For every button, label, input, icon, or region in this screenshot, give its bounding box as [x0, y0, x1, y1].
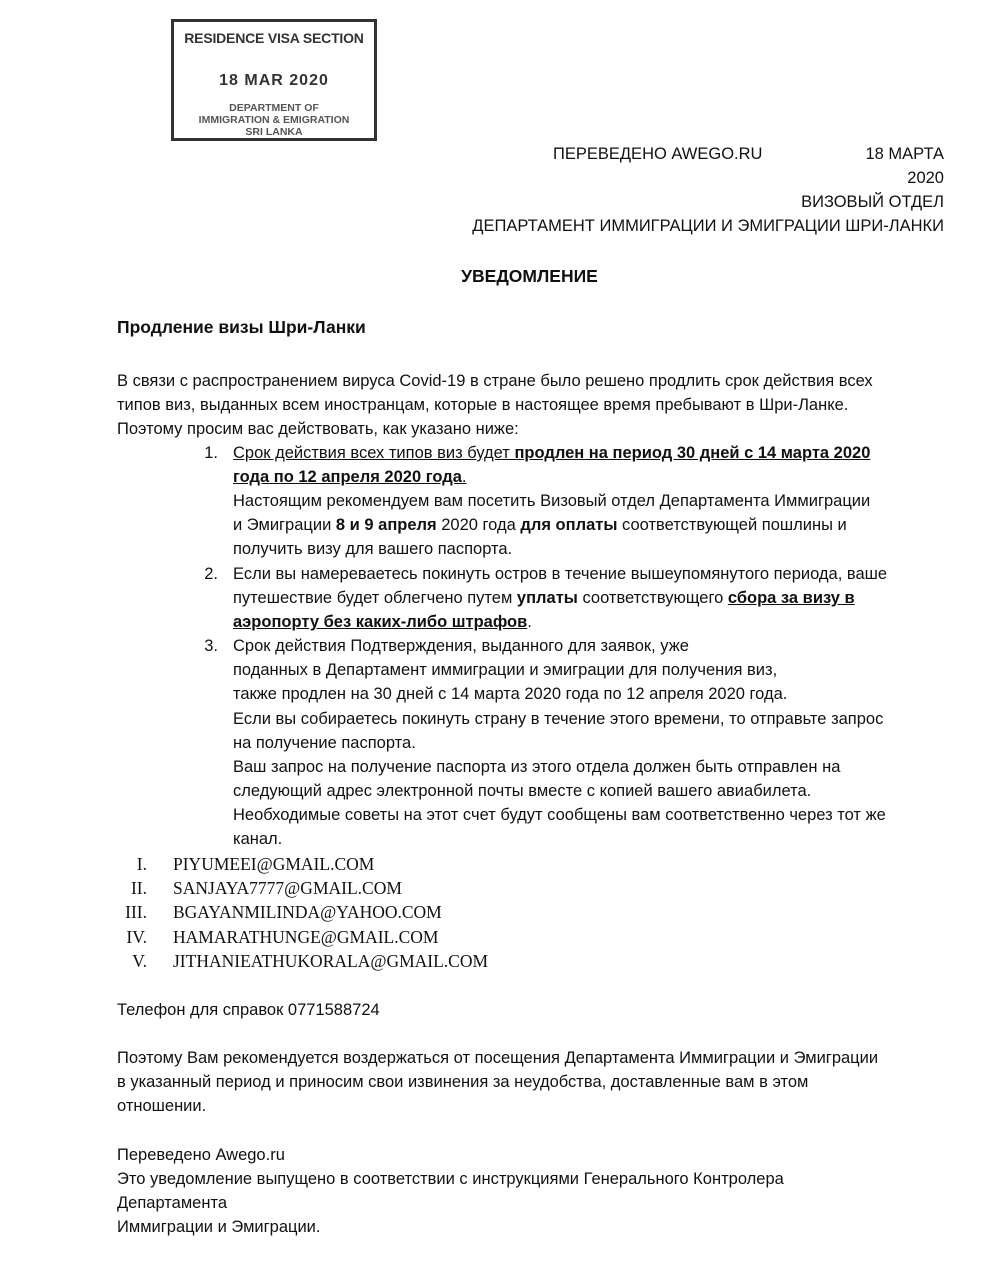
item1-text: соответствующей пошлины и [617, 516, 847, 534]
email-address[interactable]: SANJAYA7777@GMAIL.COM [173, 878, 402, 898]
translated-by-header: ПЕРЕВЕДЕНО AWEGO.RU [553, 145, 763, 163]
item2-bold: уплаты [516, 589, 578, 607]
item3-line: Необходимые советы на этот счет будут сообщены вам соответственно через тот же [233, 806, 886, 824]
intro-line: В связи с распространением вируса Covid-19 в стране было решено продлить срок действия всех [117, 372, 873, 390]
item1-line4 [233, 513, 847, 537]
item1-text: Срок действия всех типов виз будет [233, 444, 515, 462]
item2-line3 [233, 610, 532, 634]
phone-line: Телефон для справок 0771588724 [117, 1001, 380, 1019]
footer-line: Переведено Awego.ru [117, 1146, 285, 1164]
item2-bold: аэропорту без каких-либо штрафов [233, 613, 528, 631]
item1-text: . [461, 468, 467, 486]
item1-bold: 8 и 9 апреля [335, 516, 437, 534]
item3-line: следующий адрес электронной почты вместе с копией вашего авиабилета. [233, 782, 812, 800]
footer-line: Это уведомление выпущено в соответствии с инструкциями Генерального Контролера [117, 1170, 784, 1188]
official-stamp [171, 19, 377, 141]
footer-line: Департамента [117, 1194, 228, 1212]
email-address[interactable]: JITHANIEATHUKORALA@GMAIL.COM [173, 951, 489, 971]
stamp-dept-line: SRI LANKA [245, 126, 303, 138]
item3-line: канал. [233, 830, 283, 848]
stamp-dept-line: IMMIGRATION & EMIGRATION [198, 114, 350, 126]
item1-bold: года по 12 апреля 2020 года [233, 468, 462, 486]
intro-line: Поэтому просим вас действовать, как указано ниже: [117, 420, 519, 438]
item3-line: Если вы собираетесь покинуть страну в течение этого времени, то отправьте запрос [233, 710, 884, 728]
email-address[interactable]: HAMARATHUNGE@GMAIL.COM [173, 927, 439, 947]
item1-bold: для оплаты [520, 516, 618, 534]
email-number: V. [132, 951, 147, 971]
item2-line1: Если вы намереваетесь покинуть остров в течение вышеупомянутого периода, ваше [233, 565, 888, 583]
email-number: II. [130, 878, 147, 898]
email-number: I. [136, 854, 147, 874]
item3-line: на получение паспорта. [233, 734, 416, 752]
item1-bold: продлен на период 30 дней с 14 марта 2020 [514, 444, 871, 462]
page-title: УВЕДОМЛЕНИЕ [461, 266, 598, 286]
closing-line: отношении. [117, 1097, 207, 1115]
item2-text: путешествие будет облегчено путем [233, 589, 517, 607]
item3-line: также продлен на 30 дней с 14 марта 2020 года по 12 апреля 2020 года. [233, 685, 788, 703]
item1-text: 2020 года [436, 516, 521, 534]
item1-line1 [233, 441, 870, 465]
item3-line: Ваш запрос на получение паспорта из этого отдела должен быть отправлен на [233, 758, 841, 776]
stamp-department [174, 102, 374, 138]
stamp-title: RESIDENCE VISA SECTION [184, 30, 364, 46]
item2-line2 [233, 586, 855, 610]
item1-line2 [233, 465, 466, 489]
email-address[interactable]: BGAYANMILINDA@YAHOO.COM [173, 902, 442, 922]
item1-text: и Эмиграции [233, 516, 336, 534]
email-number: IV. [126, 927, 147, 947]
item1-line5: получить визу для вашего паспорта. [233, 540, 513, 558]
item2-text: . [527, 613, 532, 631]
header-date-year: 2020 [907, 169, 944, 187]
email-address[interactable]: PIYUMEEI@GMAIL.COM [173, 854, 375, 874]
header-department: ДЕПАРТАМЕНТ ИММИГРАЦИИ И ЭМИГРАЦИИ ШРИ-ЛАНКИ [472, 217, 944, 235]
email-number: III. [125, 902, 147, 922]
item2-text: соответствующего [577, 589, 728, 607]
header-section: ВИЗОВЫЙ ОТДЕЛ [801, 193, 944, 211]
footer-line: Иммиграции и Эмиграции. [117, 1218, 321, 1236]
item2-bold: сбора за визу в [727, 589, 855, 607]
stamp-dept-line: DEPARTMENT OF [229, 102, 319, 114]
intro-line: типов виз, выданных всем иностранцам, которые в настоящее время пребывают в Шри-Ланке. [117, 396, 849, 414]
stamp-date: 18 MAR 2020 [219, 72, 329, 89]
list-number: 2. [204, 565, 218, 583]
list-number: 3. [204, 637, 218, 655]
header-date-day: 18 МАРТА [865, 145, 944, 163]
closing-line: в указанный период и приносим свои извинения за неудобства, доставленные вам в этом [117, 1073, 809, 1091]
item3-line: Срок действия Подтверждения, выданного для заявок, уже [233, 637, 689, 655]
item3-line: поданных в Департамент иммиграции и эмиграции для получения виз, [233, 661, 778, 679]
subtitle: Продление визы Шри-Ланки [117, 317, 366, 337]
list-number: 1. [204, 444, 218, 462]
item1-line3: Настоящим рекомендуем вам посетить Визовый отдел Департамента Иммиграции [233, 492, 871, 510]
closing-line: Поэтому Вам рекомендуется воздержаться от посещения Департамента Иммиграции и Эмиграции [117, 1049, 879, 1067]
